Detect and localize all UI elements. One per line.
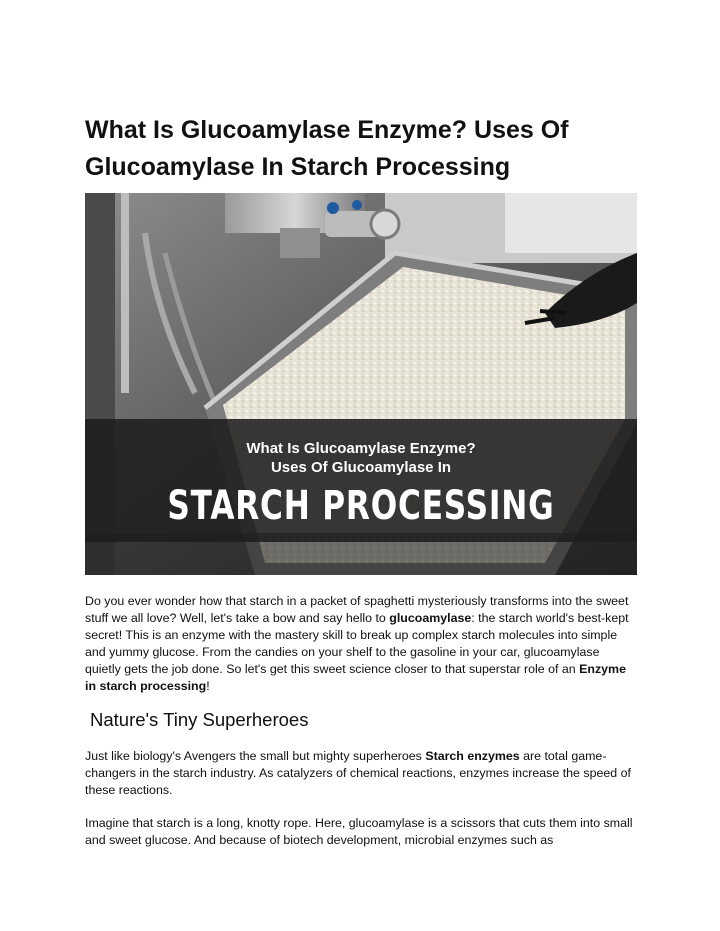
article-title: What Is Glucoamylase Enzyme? Uses Of Glucoamylase In Starch Processing — [85, 116, 569, 181]
intro-text-3: ! — [206, 679, 210, 693]
para2-text-1: Just like biology's Avengers the small but mighty superheroes — [85, 749, 426, 763]
intro-text-1: Do you ever wonder how that starch in a packet of spaghetti mysteriously transforms into the sweet stuff we all love? Well, let's take a bow and say hello to — [85, 594, 629, 625]
hero-line-2: Uses Of Glucoamylase In — [270, 459, 452, 476]
intro-text-2: : the starch world's best-kept secret! This is an enzyme with the mastery skill to break up complex starch molecules into simple and yummy glucose. From the candies on your shelf to the gasoline in your car, glucoamylase quietly gets the job done. So let's get this sweet science closer to that superstar role of an — [85, 611, 629, 676]
hero-line-1: What Is Glucoamylase Enzyme? — [246, 440, 476, 457]
starch-enzymes-bold: Starch enzymes — [425, 749, 520, 763]
hero-banner — [85, 419, 637, 542]
para2-text-2: are total game-changers in the starch industry. As catalyzers of chemical reactions, enzymes increase the speed of these reactions. — [85, 749, 631, 797]
glucoamylase-bold: glucoamylase — [389, 611, 472, 625]
superheroes-paragraph — [85, 748, 637, 799]
enzyme-starch-processing-bold: Enzyme in starch processing — [85, 662, 626, 693]
hero-line-3: STARCH PROCESSING — [167, 483, 555, 529]
rope-paragraph: Imagine that starch is a long, knotty rope. Here, glucoamylase is a scissors that cuts them into small and sweet glucose. And because of biotech development, microbial enzymes such as — [85, 816, 633, 847]
section-heading: Nature's Tiny Superheroes — [90, 709, 309, 730]
intro-paragraph — [85, 593, 637, 695]
hero-image — [85, 193, 637, 575]
